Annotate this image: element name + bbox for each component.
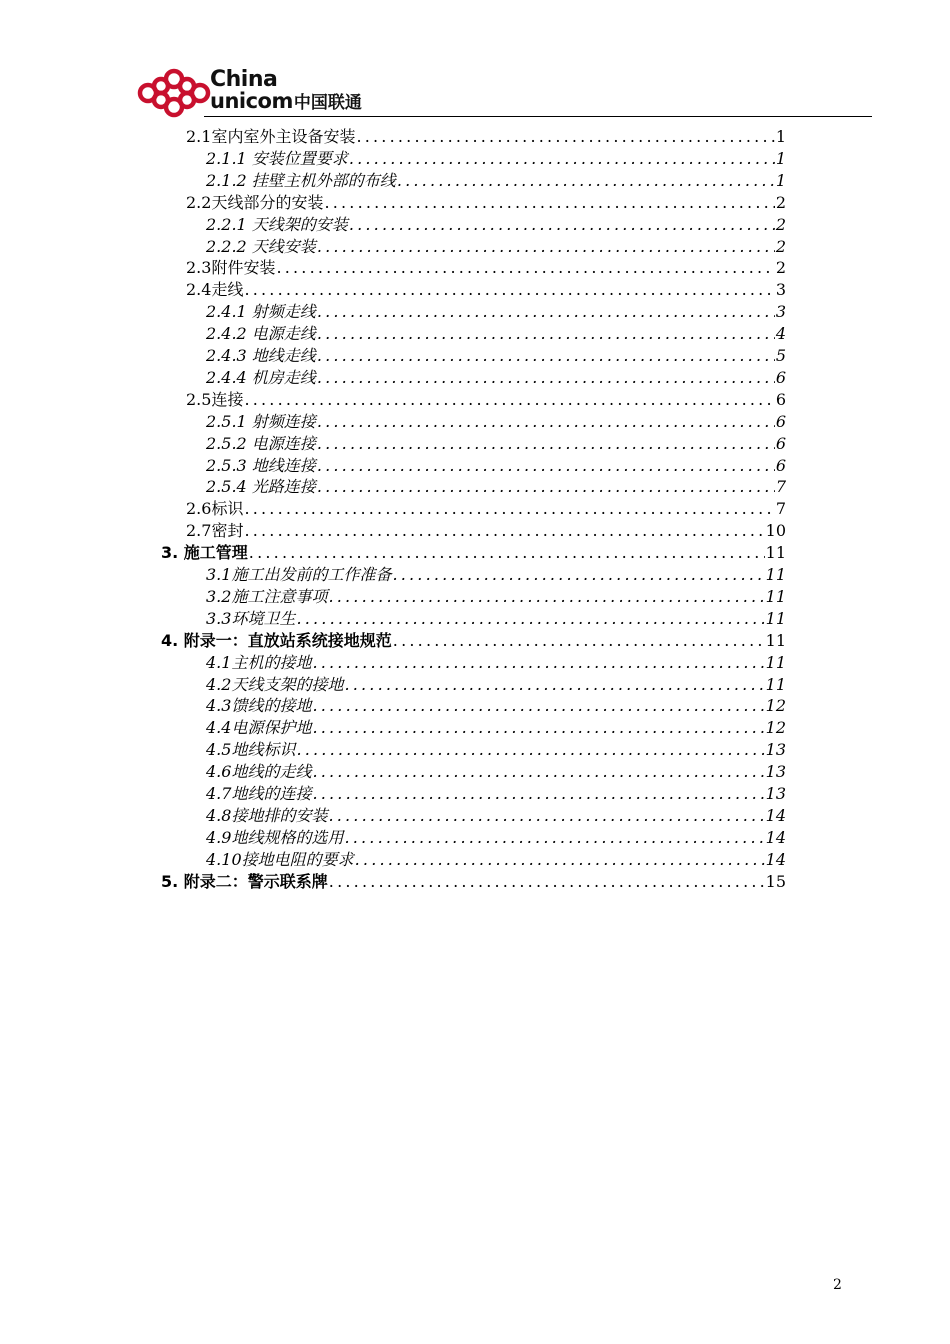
toc-entry-label: 3.2施工注意事项 bbox=[206, 586, 328, 606]
toc-entry[interactable] bbox=[206, 783, 786, 805]
toc-entry-label: 4. 附录一：直放站系统接地规范 bbox=[161, 630, 392, 650]
toc-entry-page: 12 bbox=[765, 718, 786, 738]
toc-entry-label: 3.3环境卫生 bbox=[206, 608, 296, 628]
toc-leader-dots bbox=[296, 739, 764, 761]
toc-entry-page: 5 bbox=[775, 346, 786, 365]
toc-entry-page: 13 bbox=[765, 740, 786, 760]
toc-entry-label: 2.4.1 射频走线 bbox=[206, 302, 316, 322]
toc-entry[interactable] bbox=[206, 214, 786, 236]
toc-entry[interactable] bbox=[206, 586, 786, 608]
toc-entry-label: 5. 附录二：警示联系牌 bbox=[161, 871, 328, 891]
toc-leader-dots bbox=[393, 630, 765, 652]
toc-entry[interactable] bbox=[206, 433, 786, 455]
toc-entry-page: 14 bbox=[765, 849, 786, 869]
toc-entry-page: 3 bbox=[775, 280, 786, 300]
toc-entry-page: 15 bbox=[765, 871, 786, 891]
toc-leader-dots bbox=[328, 805, 764, 827]
logo-unicom: unicom bbox=[210, 89, 293, 113]
toc-entry-label: 2.4.3 地线走线 bbox=[206, 346, 316, 365]
toc-entry[interactable] bbox=[206, 608, 786, 630]
page-header bbox=[132, 64, 872, 120]
toc-entry-page: 4 bbox=[775, 324, 786, 344]
toc-entry[interactable] bbox=[206, 827, 786, 849]
toc-leader-dots bbox=[329, 871, 765, 893]
toc-leader-dots bbox=[249, 542, 765, 564]
toc-entry-label: 4.7地线的连接 bbox=[206, 784, 312, 803]
logo-line-unicom bbox=[210, 90, 362, 114]
toc-entry-page: 11 bbox=[765, 543, 786, 563]
toc-entry[interactable] bbox=[206, 323, 786, 345]
toc-entry-page: 2 bbox=[775, 236, 786, 256]
toc-entry-label: 4.5地线标识 bbox=[206, 740, 296, 760]
toc-entry-page: 6 bbox=[775, 367, 786, 387]
toc-entry-label: 4.10接地电阻的要求 bbox=[206, 849, 354, 869]
toc-entry[interactable] bbox=[206, 564, 786, 586]
toc-entry[interactable] bbox=[206, 476, 786, 498]
toc-entry-page: 6 bbox=[775, 389, 786, 409]
toc-leader-dots bbox=[317, 323, 775, 345]
toc-entry[interactable] bbox=[186, 520, 786, 542]
toc-entry-label: 2.4.4 机房走线 bbox=[206, 367, 316, 387]
toc-entry-label: 4.2天线支架的接地 bbox=[206, 674, 344, 694]
toc-entry[interactable] bbox=[186, 257, 786, 279]
toc-entry[interactable] bbox=[206, 674, 786, 696]
toc-entry-label: 2.1.2 挂壁主机外部的布线 bbox=[206, 170, 396, 190]
toc-entry[interactable] bbox=[206, 652, 786, 674]
toc-entry[interactable] bbox=[206, 455, 786, 477]
toc-entry-label: 2.5连接 bbox=[186, 389, 244, 409]
toc-entry[interactable] bbox=[206, 849, 786, 871]
toc-entry[interactable] bbox=[186, 126, 786, 148]
toc-entry-label: 3. 施工管理 bbox=[161, 543, 248, 563]
toc-entry-page: 1 bbox=[775, 148, 786, 168]
toc-leader-dots bbox=[317, 236, 775, 258]
toc-entry[interactable] bbox=[206, 695, 786, 717]
toc-entry-page: 12 bbox=[765, 696, 786, 716]
logo-line-china: China bbox=[210, 67, 278, 92]
toc-entry-page: 14 bbox=[765, 805, 786, 825]
toc-entry[interactable] bbox=[206, 739, 786, 761]
toc-entry-label: 4.4电源保护地 bbox=[206, 718, 312, 738]
toc-entry-label: 2.5.2 电源连接 bbox=[206, 433, 316, 453]
toc-leader-dots bbox=[312, 717, 764, 739]
toc-entry-page: 7 bbox=[775, 499, 786, 519]
toc-entry[interactable] bbox=[206, 805, 786, 827]
toc-leader-dots bbox=[349, 148, 775, 170]
toc-entry-page: 11 bbox=[765, 652, 786, 672]
toc-entry[interactable] bbox=[206, 717, 786, 739]
toc-entry-label: 2.4.2 电源走线 bbox=[206, 324, 316, 344]
toc-entry[interactable] bbox=[186, 192, 786, 214]
brand-logo-text bbox=[210, 67, 362, 114]
toc-entry-page: 11 bbox=[765, 608, 786, 628]
page-number: 2 bbox=[833, 1277, 842, 1293]
toc-leader-dots bbox=[356, 126, 774, 148]
toc-leader-dots bbox=[355, 849, 765, 871]
toc-entry[interactable] bbox=[161, 630, 786, 652]
toc-entry[interactable] bbox=[161, 542, 786, 564]
toc-entry-page: 11 bbox=[765, 586, 786, 606]
toc-leader-dots bbox=[344, 674, 764, 696]
toc-leader-dots bbox=[296, 608, 764, 630]
unicom-knot-logo-icon bbox=[134, 68, 214, 118]
toc-entry-label: 4.3馈线的接地 bbox=[206, 696, 312, 716]
toc-entry-label: 2.2天线部分的安装 bbox=[186, 192, 324, 212]
toc-entry-page: 6 bbox=[775, 411, 786, 431]
toc-entry[interactable] bbox=[206, 236, 786, 258]
toc-entry-page: 1 bbox=[775, 170, 786, 190]
toc-entry-page: 14 bbox=[765, 827, 786, 847]
toc-entry-label: 2.4走线 bbox=[186, 280, 244, 300]
toc-leader-dots bbox=[392, 564, 764, 586]
toc-entry[interactable] bbox=[206, 345, 786, 367]
toc-entry-page: 3 bbox=[775, 302, 786, 322]
toc-entry-label: 4.9地线规格的选用 bbox=[206, 827, 344, 847]
toc-leader-dots bbox=[317, 301, 775, 323]
toc-entry-page: 10 bbox=[765, 521, 786, 541]
toc-entry-page: 1 bbox=[775, 127, 786, 146]
toc-entry-page: 11 bbox=[765, 630, 786, 650]
toc-leader-dots bbox=[317, 433, 775, 455]
toc-entry-page: 6 bbox=[775, 433, 786, 453]
toc-leader-dots bbox=[312, 761, 764, 783]
toc-entry-label: 3.1施工出发前的工作准备 bbox=[206, 565, 392, 584]
toc-leader-dots bbox=[244, 520, 764, 542]
toc-leader-dots bbox=[349, 214, 775, 236]
toc-entry-page: 6 bbox=[775, 455, 786, 475]
toc-leader-dots bbox=[317, 455, 775, 477]
logo-cn: 中国联通 bbox=[293, 93, 362, 113]
toc-entry-label: 2.2.2 天线安装 bbox=[206, 236, 316, 256]
toc-entry-label: 2.3附件安装 bbox=[186, 258, 276, 278]
toc-entry[interactable] bbox=[206, 301, 786, 323]
toc-entry-label: 2.1室内室外主设备安装 bbox=[186, 127, 356, 146]
toc-entry-label: 2.1.1 安装位置要求 bbox=[206, 148, 348, 168]
toc-entry-page: 11 bbox=[765, 565, 786, 584]
toc-leader-dots bbox=[397, 170, 775, 192]
toc-entry[interactable] bbox=[206, 761, 786, 783]
toc-leader-dots bbox=[317, 367, 775, 389]
toc-leader-dots bbox=[312, 783, 764, 805]
toc-entry[interactable] bbox=[206, 170, 786, 192]
header-divider bbox=[204, 116, 872, 117]
toc-entry-label: 4.6地线的走线 bbox=[206, 762, 312, 782]
toc-entry-label: 2.6标识 bbox=[186, 499, 244, 519]
toc-entry[interactable] bbox=[186, 498, 786, 520]
toc-entry-page: 2 bbox=[775, 192, 786, 212]
toc-leader-dots bbox=[312, 652, 764, 674]
toc-leader-dots bbox=[244, 279, 774, 301]
toc-entry-label: 2.7密封 bbox=[186, 521, 244, 541]
toc-leader-dots bbox=[312, 695, 764, 717]
toc-leader-dots bbox=[244, 389, 774, 411]
toc-entry-label: 2.5.3 地线连接 bbox=[206, 455, 316, 475]
toc-leader-dots bbox=[328, 586, 764, 608]
toc-entry-page: 13 bbox=[765, 762, 786, 782]
toc-entry-page: 13 bbox=[765, 784, 786, 803]
toc-leader-dots bbox=[344, 827, 764, 849]
toc-leader-dots bbox=[324, 192, 774, 214]
toc-entry[interactable] bbox=[186, 389, 786, 411]
toc-leader-dots bbox=[317, 411, 775, 433]
toc-leader-dots bbox=[276, 257, 774, 279]
toc-entry-label: 4.1主机的接地 bbox=[206, 652, 312, 672]
toc-entry[interactable] bbox=[161, 871, 786, 893]
toc-entry-page: 2 bbox=[775, 258, 786, 278]
toc-entry-page: 7 bbox=[775, 477, 786, 497]
toc-leader-dots bbox=[244, 498, 774, 520]
toc-entry-label: 2.5.1 射频连接 bbox=[206, 411, 316, 431]
toc-entry[interactable] bbox=[206, 148, 786, 170]
toc-entry[interactable] bbox=[206, 411, 786, 433]
toc-leader-dots bbox=[317, 476, 775, 498]
toc-entry-label: 2.5.4 光路连接 bbox=[206, 477, 316, 497]
toc-leader-dots bbox=[317, 345, 775, 367]
toc-entry-label: 2.2.1 天线架的安装 bbox=[206, 214, 348, 234]
toc-entry[interactable] bbox=[206, 367, 786, 389]
toc-entry-page: 2 bbox=[775, 214, 786, 234]
toc-entry[interactable] bbox=[186, 279, 786, 301]
toc-entry-page: 11 bbox=[765, 674, 786, 694]
toc-entry-label: 4.8接地排的安装 bbox=[206, 805, 328, 825]
